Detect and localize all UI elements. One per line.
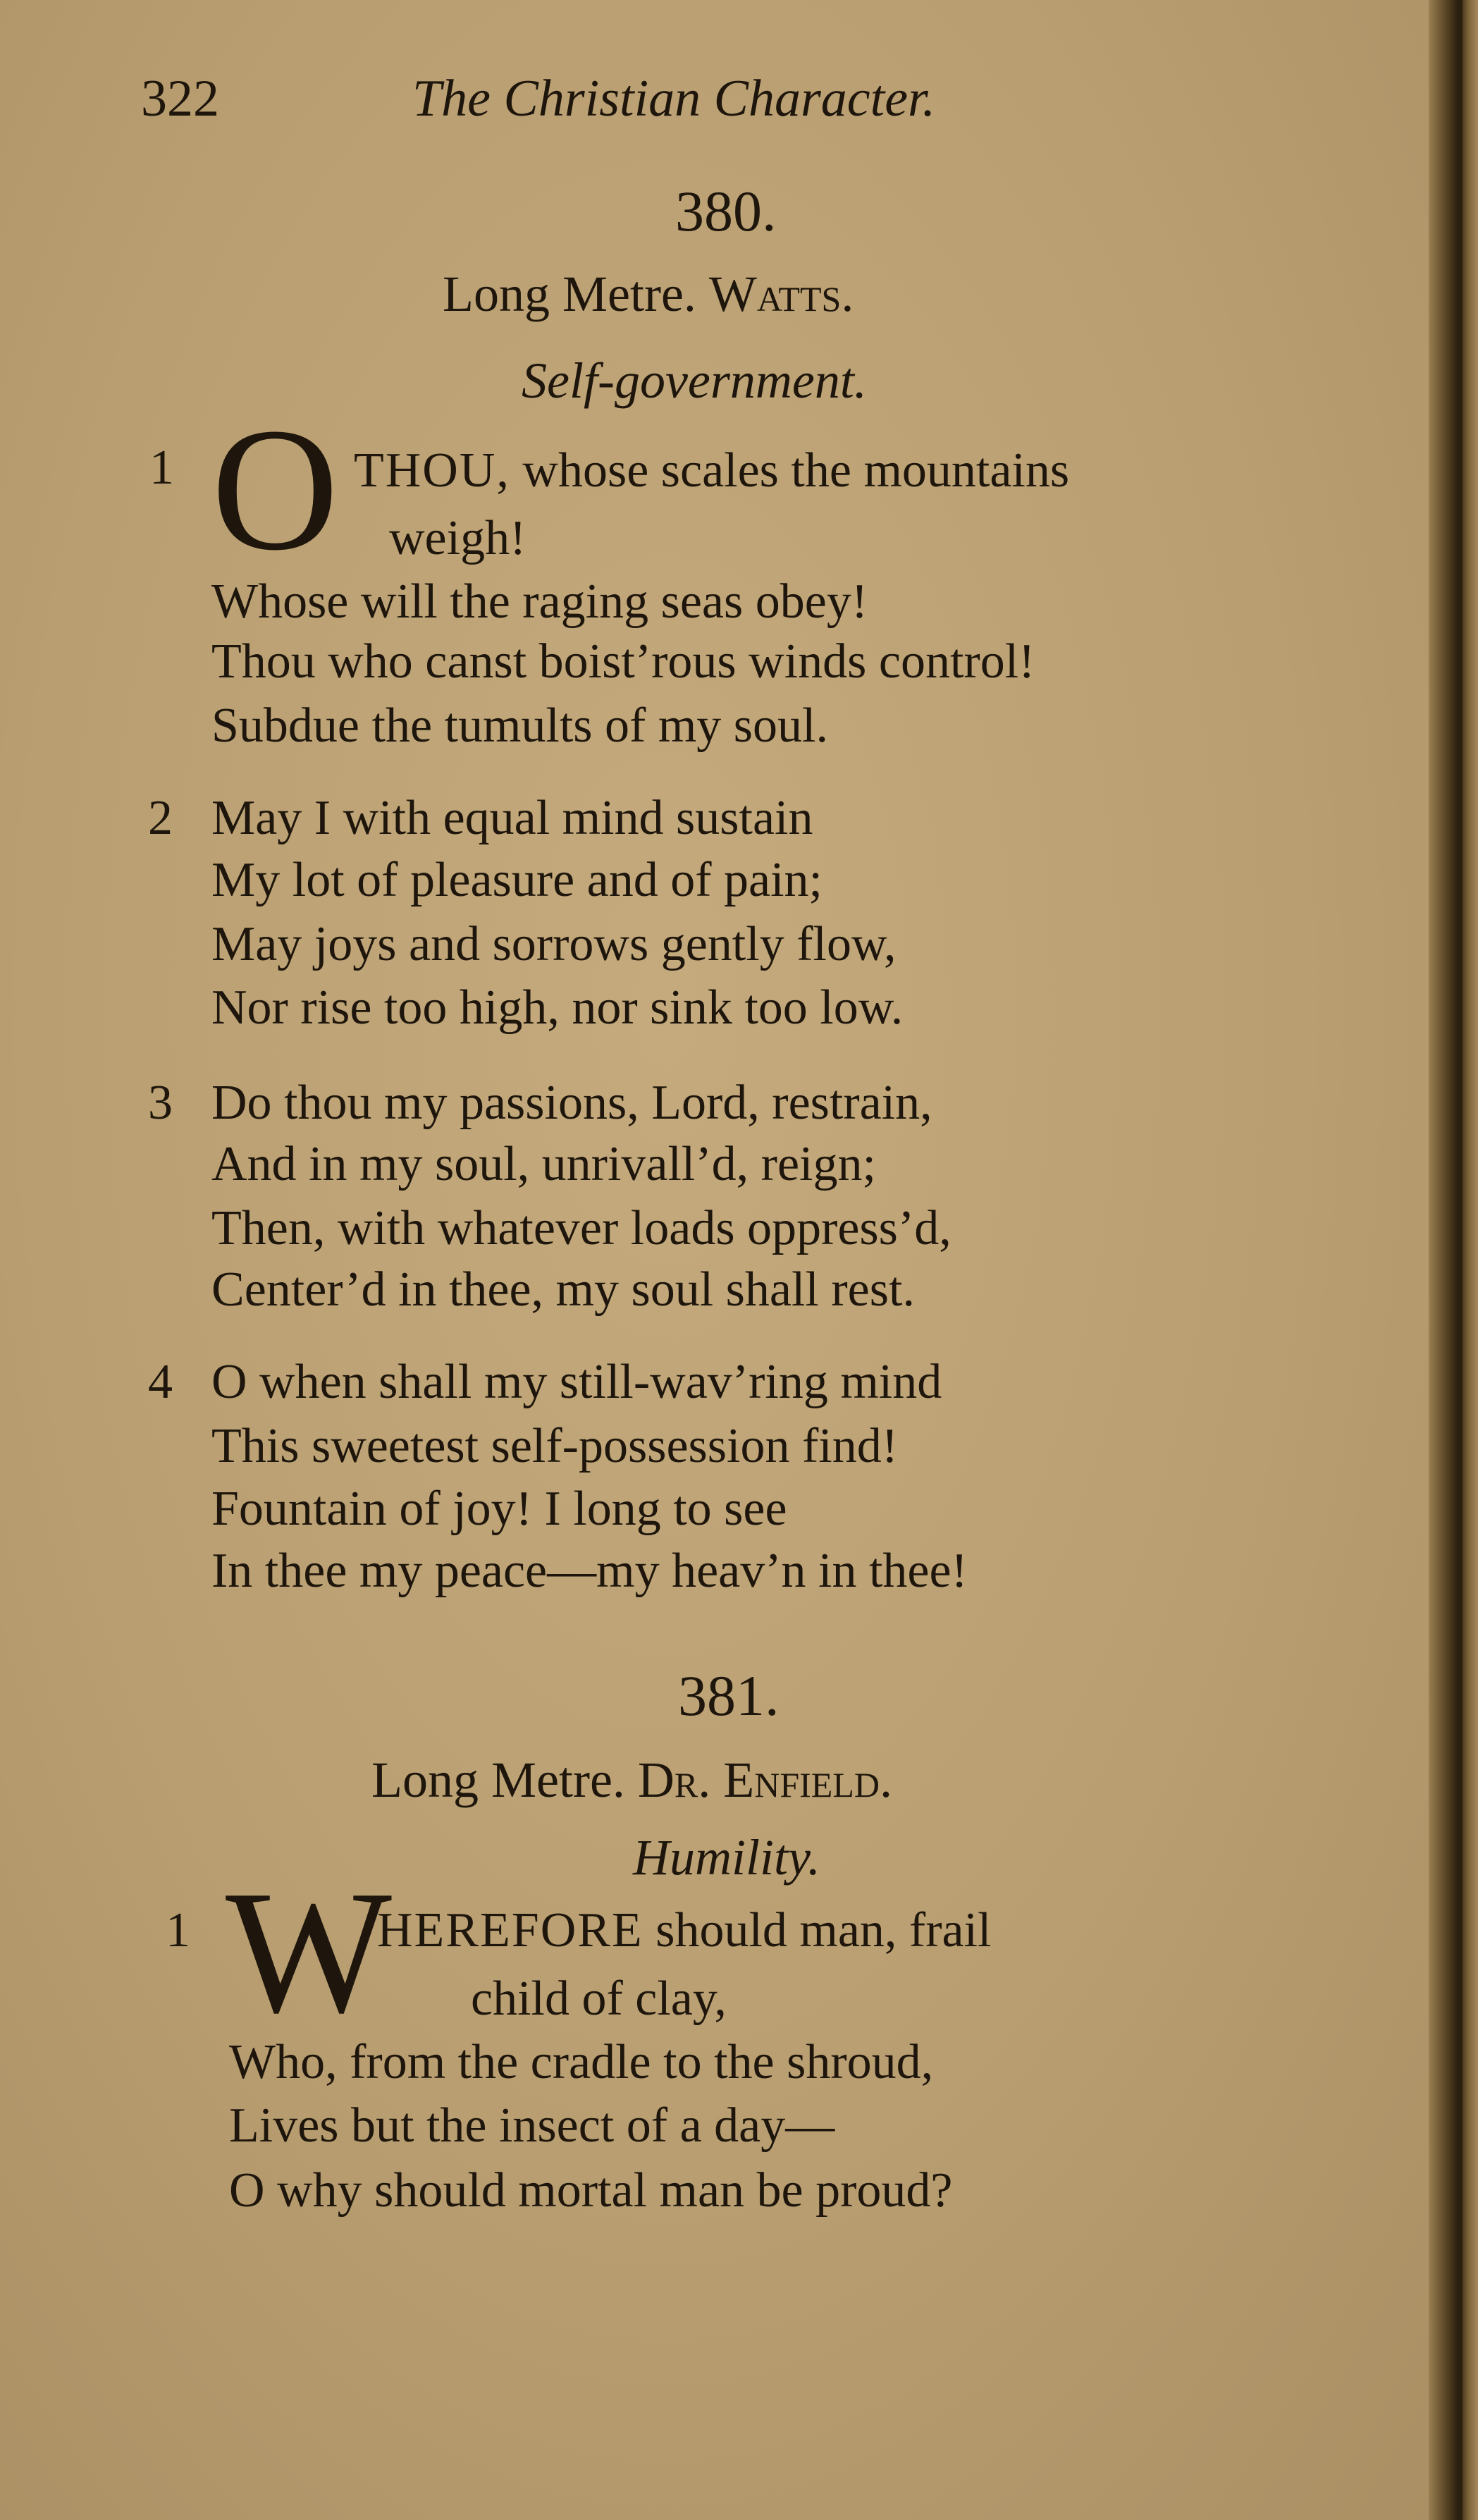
verse-line: Nor rise too high, nor sink too low. (211, 981, 904, 1035)
verse-line: Center’d in thee, my soul shall rest. (211, 1262, 915, 1317)
verse-line: May joys and sorrows gently flow, (211, 917, 897, 971)
verse-line: And in my soul, unrivall’d, reign; (211, 1137, 876, 1191)
first-line-rest: whose scales the mountains (522, 443, 1070, 498)
binding-shadow-line (1460, 0, 1462, 2520)
hymn-subject: Humility. (633, 1829, 820, 1886)
verse-line: In thee my peace—my heav’n in thee! (211, 1544, 968, 1598)
verse-line: Whose will the raging seas obey! (211, 574, 868, 629)
first-line-rest: should man, frail (655, 1903, 992, 1957)
verse-number: 4 (148, 1355, 173, 1409)
verse-first-line-cont: child of clay, (471, 1972, 727, 2026)
verse-line: Thou who canst boist’rous winds control! (211, 634, 1035, 689)
verse-line: O why should mortal man be proud? (229, 2163, 953, 2218)
verse-number: 1 (149, 441, 174, 495)
running-title: The Christian Character. (412, 70, 936, 128)
verse-line: Fountain of joy! I long to see (211, 1482, 787, 1536)
first-word: HEREFORE (377, 1903, 643, 1957)
hymn-number: 381. (678, 1664, 780, 1728)
verse-line: My lot of pleasure and of pain; (211, 853, 823, 907)
verse-line: Lives but the insect of a day— (229, 2098, 835, 2153)
verse-line: May I with equal mind sustain (211, 791, 813, 845)
verse-line: Who, from the cradle to the shroud, (229, 2035, 934, 2089)
page-header (141, 67, 1128, 130)
hymn-number: 380. (675, 179, 777, 243)
first-word: THOU, (354, 443, 510, 498)
verse-number: 3 (148, 1076, 173, 1130)
verse-first-line (354, 438, 1069, 503)
verse-first-line-cont: weigh! (389, 511, 526, 565)
hymn-meter-line (371, 1748, 892, 1812)
verse-line: O when shall my still-wav’ring mind (211, 1355, 942, 1409)
page-binding-edge (1429, 0, 1478, 2520)
drop-cap-letter: O (211, 392, 339, 587)
meter-label: Long Metre. (371, 1752, 625, 1808)
verse-number: 2 (148, 791, 173, 845)
author-name: Watts. (708, 266, 854, 322)
verse-line: This sweetest self-possession find! (211, 1419, 899, 1473)
verse-line: Subdue the tumults of my soul. (211, 699, 828, 753)
verse-number: 1 (166, 1903, 190, 1957)
meter-label: Long Metre. (443, 266, 696, 322)
verse-first-line (377, 1898, 992, 1963)
verse-line: Do thou my passions, Lord, restrain, (211, 1076, 932, 1130)
page-number: 322 (141, 70, 219, 128)
verse-line: Then, with whatever loads oppress’d, (211, 1201, 952, 1255)
hymn-meter-line (443, 262, 854, 326)
hymn-subject: Self-government. (522, 352, 867, 409)
drop-cap-letter: W (226, 1855, 392, 2050)
author-name: Dr. Enfield. (637, 1752, 892, 1808)
